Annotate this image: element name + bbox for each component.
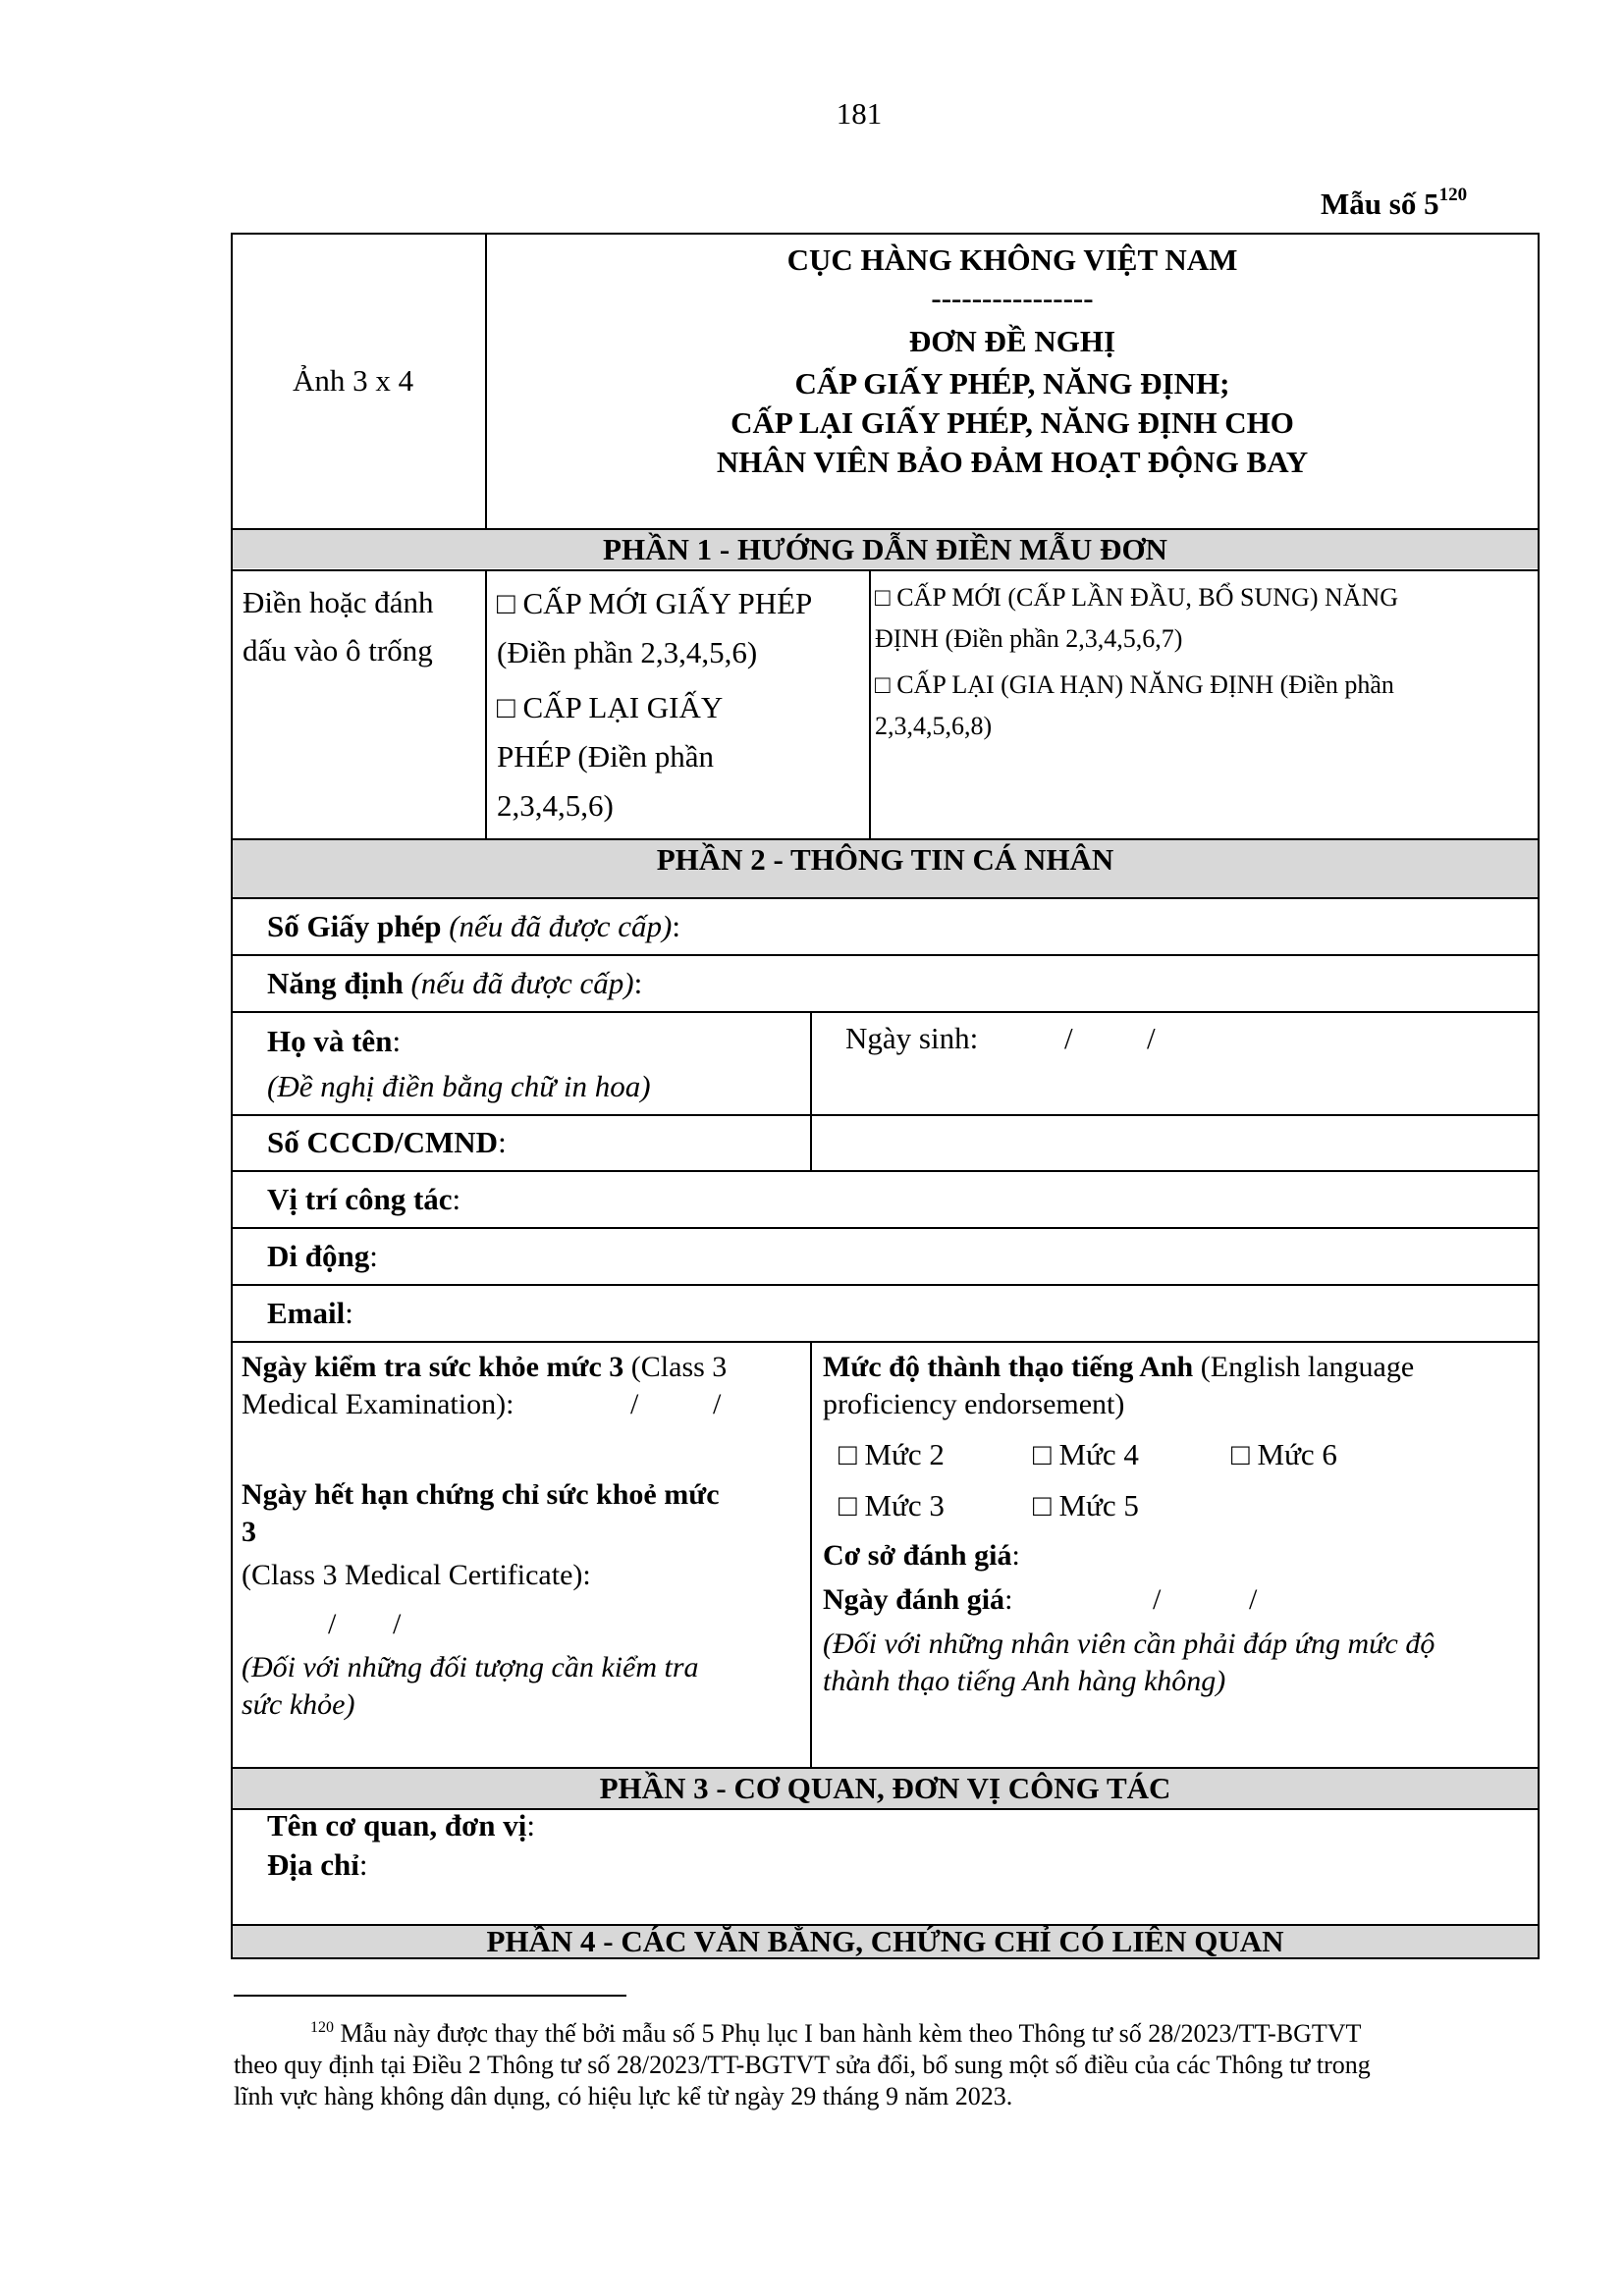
english-level-3-option[interactable]: □ Mức 3 xyxy=(839,1488,945,1522)
instruction-text: Điền hoặc đánh xyxy=(243,585,434,619)
page-number: 181 xyxy=(836,96,883,131)
form-title-line: ĐƠN ĐỀ NGHỊ xyxy=(908,324,1116,358)
english-level-4-option[interactable]: □ Mức 4 xyxy=(1033,1437,1139,1471)
medical-exam-date-field[interactable]: Ngày kiểm tra sức khỏe mức 3 (Class 3 Medical Examination): xyxy=(242,1351,728,1420)
birth-date-slash: / xyxy=(1147,1021,1156,1055)
license-number-field[interactable]: Số Giấy phép (nếu đã được cấp): xyxy=(267,909,680,943)
header-divider: ---------------- xyxy=(931,281,1094,315)
footnote-ref: 120 xyxy=(1438,185,1468,205)
form-number: Mẫu số $5^{120}$ xyxy=(1321,185,1468,221)
col-rule xyxy=(810,1011,812,1170)
part3-title: PHẦN 3 - CƠ QUAN, ĐƠN VỊ CÔNG TÁC xyxy=(599,1771,1171,1805)
part4-title: PHẦN 4 - CÁC VĂN BẰNG, CHỨNG CHỈ CÓ LIÊN QUAN xyxy=(486,1924,1284,1958)
assessment-center-field[interactable]: Cơ sở đánh giá: xyxy=(823,1539,1020,1572)
expiry-date-slash: / xyxy=(393,1608,402,1640)
assessment-date-field[interactable]: Ngày đánh giá: xyxy=(823,1583,1013,1616)
birth-date-slash: / xyxy=(1064,1021,1073,1055)
org-name-field[interactable]: Tên cơ quan, đơn vị: xyxy=(267,1808,535,1842)
exam-date-slash: / xyxy=(713,1388,722,1420)
rule xyxy=(231,897,1540,899)
birth-date-field[interactable]: Ngày sinh: xyxy=(845,1021,979,1055)
part2-title: PHẦN 2 - THÔNG TIN CÁ NHÂN xyxy=(656,842,1114,877)
rule xyxy=(231,1227,1540,1229)
exam-date-slash: / xyxy=(630,1388,639,1420)
english-note: (Đối với những nhân viên cần phải đáp ứng mức độ thành thạo tiếng Anh hàng không) xyxy=(823,1628,1435,1697)
footnote: $^{120}$ Mẫu này được thay thế bởi mẫu số 5 Phụ lục I ban hành kèm theo Thông tư số 28/2023/TT-BGTVT theo quy định tại Điều 2 Thông tư số 28/2023/TT-BGTVT sửa đổi, bổ sung một số điều của các Thông tư trong lĩnh vực hàng không dân dụng, có hiệu lực kể từ ngày 29 tháng 9 năm 2023. xyxy=(234,2019,1371,2110)
col-rule xyxy=(810,1341,812,1767)
medical-expiry-date-field[interactable]: Ngày hết hạn chứng chỉ sức khoẻ mức 3 (Class 3 Medical Certificate): xyxy=(242,1478,720,1591)
rule xyxy=(231,1284,1540,1286)
footnote-separator xyxy=(234,1995,626,1997)
medical-note: (Đối với những đối tượng cần kiểm tra sức khỏe) xyxy=(242,1651,699,1721)
rule xyxy=(231,1341,1540,1343)
rule xyxy=(231,569,1540,571)
rule xyxy=(231,1114,1540,1116)
position-field[interactable]: Vị trí công tác: xyxy=(267,1182,461,1216)
rating-field[interactable]: Năng định (nếu đã được cấp): xyxy=(267,966,643,1000)
renew-license-option[interactable]: □ CẤP LẠI GIẤY PHÉP (Điền phần 2,3,4,5,6) xyxy=(497,690,724,823)
renew-rating-option[interactable]: □ CẤP LẠI (GIA HẠN) NĂNG ĐỊNH (Điền phần 2,3,4,5,6,8) xyxy=(875,670,1394,740)
rule xyxy=(231,1170,1540,1172)
english-level-6-option[interactable]: □ Mức 6 xyxy=(1231,1437,1337,1471)
assessment-date-slash: / xyxy=(1249,1583,1258,1616)
address-field[interactable]: Địa chỉ: xyxy=(267,1847,368,1882)
new-rating-option[interactable]: □ CẤP MỚI (CẤP LẦN ĐẦU, BỔ SUNG) NĂNG ĐỊNH (Điền phần 2,3,4,5,6,7) xyxy=(875,583,1399,653)
col-rule xyxy=(485,569,487,838)
english-level-5-option[interactable]: □ Mức 5 xyxy=(1033,1488,1139,1522)
full-name-field[interactable]: Họ và tên: (Đề nghị điền bằng chữ in hoa) xyxy=(267,1024,651,1103)
form-title-line: CẤP LẠI GIẤY PHÉP, NĂNG ĐỊNH CHO xyxy=(731,405,1294,440)
col-rule xyxy=(869,569,871,838)
rule xyxy=(231,954,1540,956)
new-license-option[interactable]: □ CẤP MỚI GIẤY PHÉP (Điền phần 2,3,4,5,6) xyxy=(497,586,813,669)
mobile-field[interactable]: Di động: xyxy=(267,1239,378,1273)
email-field[interactable]: Email: xyxy=(267,1296,353,1330)
english-level-2-option[interactable]: □ Mức 2 xyxy=(839,1437,945,1471)
rule xyxy=(231,1011,1540,1013)
agency-name: CỤC HÀNG KHÔNG VIỆT NAM xyxy=(786,242,1238,277)
instruction-text: dấu vào ô trống xyxy=(243,633,433,667)
assessment-date-slash: / xyxy=(1153,1583,1162,1616)
expiry-date-slash: / xyxy=(328,1608,337,1640)
form-title-line: CẤP GIẤY PHÉP, NĂNG ĐỊNH; xyxy=(794,366,1230,400)
form-title-line: NHÂN VIÊN BẢO ĐẢM HOẠT ĐỘNG BAY xyxy=(716,445,1309,479)
part1-title: PHẦN 1 - HƯỚNG DẪN ĐIỀN MẪU ĐƠN xyxy=(603,532,1167,566)
footnote-number: 120 xyxy=(310,2019,334,2036)
english-proficiency-title: Mức độ thành thạo tiếng Anh (English language proficiency endorsement) xyxy=(823,1351,1415,1420)
id-number-field[interactable]: Số CCCD/CMND: xyxy=(267,1125,507,1159)
photo-box: Ảnh 3 x 4 xyxy=(293,363,414,398)
